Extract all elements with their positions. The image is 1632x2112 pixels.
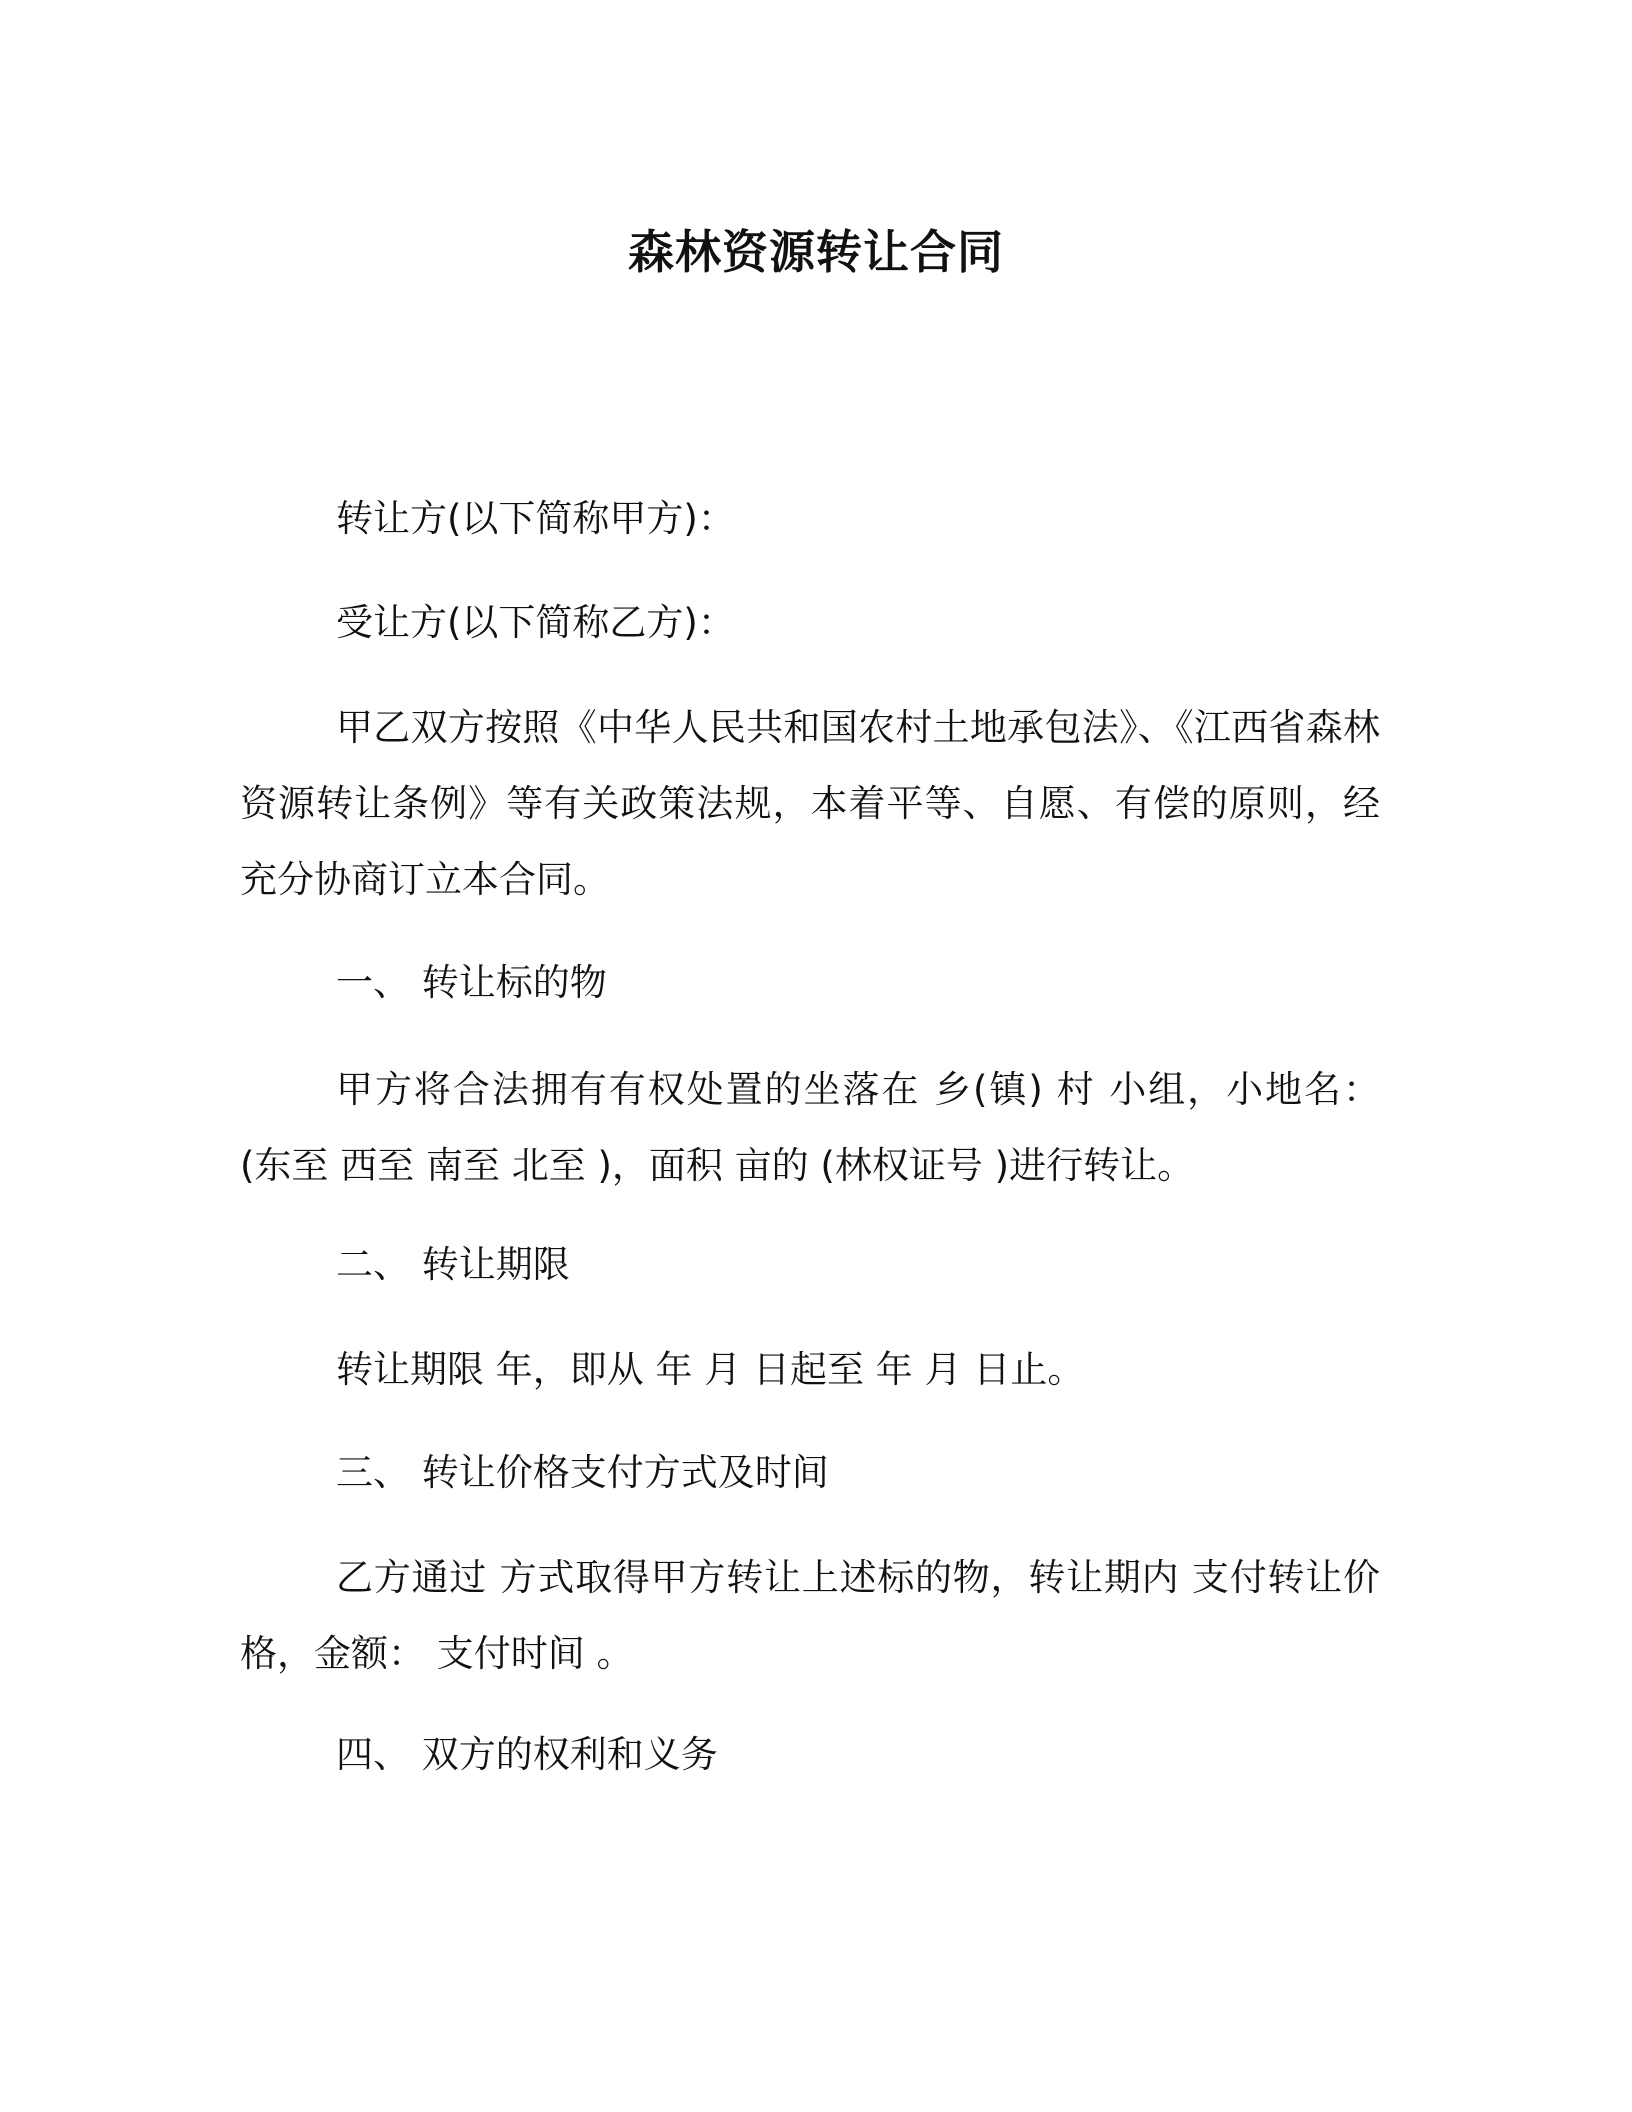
section-heading-2: 二、 转让期限 bbox=[336, 1243, 570, 1286]
transferee-line: 受让方(以下简称乙方)： bbox=[336, 601, 735, 644]
section-heading-3: 三、 转让价格支付方式及时间 bbox=[336, 1451, 829, 1494]
document-title: 森林资源转让合同 bbox=[628, 225, 1004, 279]
transferor-line: 转让方(以下简称甲方)： bbox=[336, 497, 735, 540]
section-body-3: 乙方通过 方式取得甲方转让上述标的物，转让期内 支付转让价格，金额： 支付时间 。 bbox=[240, 1556, 1380, 1675]
section-body-1: 甲方将合法拥有有权处置的坐落在 乡(镇) 村 小组，小地名： (东至 西至 南至 北至 )，面积 亩的 (林权证号 )进行转让。 bbox=[240, 1068, 1380, 1187]
section-heading-4: 四、 双方的权利和义务 bbox=[336, 1733, 718, 1776]
preamble-paragraph: 甲乙双方按照《中华人民共和国农村土地承包法》、《江西省森林资源转让条例》等有关政策法规，本着平等、自愿、有偿的原则，经充分协商订立本合同。 bbox=[240, 706, 1380, 901]
section-heading-1: 一、 转让标的物 bbox=[336, 961, 607, 1004]
section-body-2: 转让期限 年，即从 年 月 日起至 年 月 日止。 bbox=[336, 1348, 1085, 1391]
